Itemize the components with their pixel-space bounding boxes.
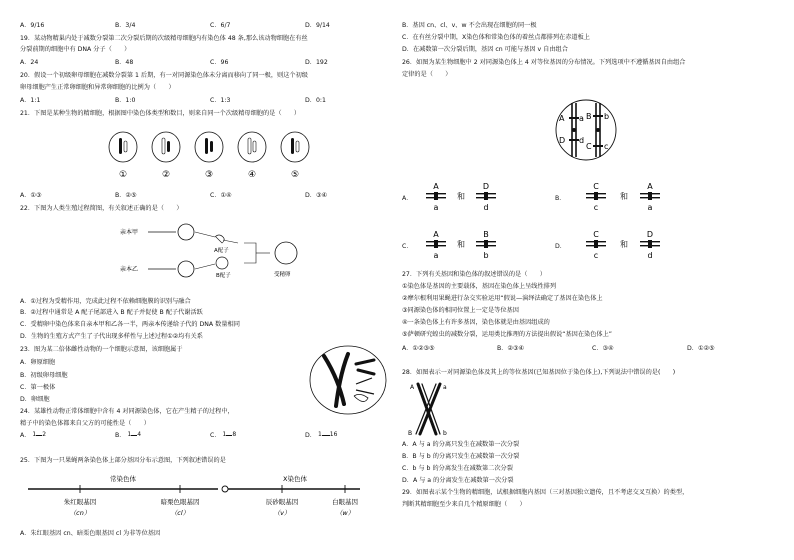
gamete-b-label: B配子	[216, 273, 231, 279]
upper: A	[433, 230, 439, 239]
sperm-cell-1	[109, 132, 137, 162]
q23-option-c[interactable]: C．第一极体	[20, 384, 56, 391]
q28-figure	[408, 380, 452, 438]
q26-option-a-figure[interactable]	[426, 180, 496, 216]
q20-text: 20．假设一个初级卵母细胞在减数分裂第 1 后期，有一对同源染色体未分离而移向了同一极，则这个初级	[20, 72, 308, 79]
lower: d	[483, 203, 489, 212]
q23-option-b[interactable]: B．初级卵母细胞	[20, 372, 68, 379]
gene-cl-name: 暗栗色眼基因	[160, 498, 200, 506]
q26-option-c-figure[interactable]	[426, 228, 496, 264]
q25-figure	[20, 472, 390, 526]
option-a[interactable]: A．①③	[20, 192, 42, 199]
q26-option-a-letter[interactable]: A．	[402, 195, 413, 202]
gene-c: c	[604, 142, 609, 151]
q27-item-2: ②摩尔根利用果蝇进行杂交实验运用“假说—演绎法确定了基因在染色体上	[402, 295, 603, 302]
q19-text: 19．某动物精巢内处于减数分裂第二次分裂后期的次级精母细胞内有染色体 48 条,那么该动物细胞在有丝	[20, 35, 308, 42]
option-d[interactable]: D．0:1	[305, 97, 326, 104]
numerator: 1	[317, 431, 322, 438]
gene-cn-name: 朱红眼基因	[63, 498, 97, 506]
upper: B	[483, 230, 489, 239]
upper: C	[593, 182, 599, 191]
numerator: 1	[127, 431, 132, 438]
lower: c	[593, 203, 599, 212]
q20-text-2: 卵母细胞产生正常卵细胞和异常卵细胞的比例为（ ）	[20, 84, 175, 91]
q29-text-2: 判断其精细胞至少来自几个精原细胞（ ）	[402, 501, 526, 508]
sperm-cell-3	[195, 132, 223, 162]
option-b[interactable]: B．48	[115, 59, 134, 66]
q26-option-c-letter[interactable]: C．	[402, 243, 413, 250]
q25-option-d[interactable]: D．在减数第一次分裂后期，基因 cn 可能与基因 v 自由组合	[402, 46, 568, 53]
option-d[interactable]: D．①②⑤	[687, 345, 715, 352]
q20-options	[20, 97, 400, 105]
option-c[interactable]: C．①④	[210, 192, 232, 199]
q24-text-2: 精子中的染色体都来自父方的可能性是（ ）	[20, 420, 150, 427]
label-2: ②	[161, 170, 171, 180]
lower: a	[647, 203, 653, 212]
q26-option-d-figure[interactable]	[586, 228, 666, 264]
q21-options	[20, 192, 400, 200]
q26-text: 26．如图为某生物细胞中 2 对同源染色体上 4 对等位基因的分布情况。下列选项中不遵循基因自由组合	[402, 59, 686, 66]
gene-a: a	[579, 114, 584, 123]
q22-option-c[interactable]: C．受精卵中染色体来自亲本甲和乙各一半，两亲本传递给子代的 DNA 数量相同	[20, 321, 240, 328]
q26-text-2: 定律的是（ ）	[402, 71, 452, 78]
sperm-cell-4	[238, 132, 266, 162]
sperm-icon	[215, 235, 224, 243]
denominator: 4	[137, 431, 142, 438]
option-a[interactable]: A．①②③⑤	[402, 345, 435, 352]
denominator: 2	[42, 431, 47, 438]
gene-v-name: 辰砂眼基因	[265, 498, 299, 506]
option-c[interactable]: C．6/7	[210, 22, 231, 29]
q23-option-a[interactable]: A．卵原细胞	[20, 359, 56, 366]
q28-option-c[interactable]: C．b 与 b 的分离发生在减数第二次分裂	[402, 465, 513, 472]
option-c[interactable]: C．③④	[592, 345, 614, 352]
q22-option-d[interactable]: D．生物的生殖方式产生了子代出现多样性与上述过程①②均有关系	[20, 333, 203, 340]
q19-options	[20, 59, 400, 67]
label-5: ⑤	[290, 170, 300, 180]
lower: a	[433, 251, 439, 260]
letter: C．	[210, 432, 221, 439]
q24-text: 24．某雄性动物正常体细胞中含有 4 对同源染色体，它在产生精子的过程中，	[20, 408, 234, 415]
letter: B．	[115, 432, 126, 439]
q23-text: 23．图为某二倍体雌性动物的一个细胞示意图，该细胞属于	[20, 346, 183, 353]
q26-option-b-letter[interactable]: B．	[555, 195, 566, 202]
q22-text: 22．下图为人类生殖过程简图，有关叙述正确的是（ ）	[20, 205, 183, 212]
letter: D．	[305, 432, 316, 439]
lower: c	[593, 251, 599, 260]
q22-option-b[interactable]: B．②过程中通常是 A 配子尾部进入 B 配子并促使 B 配子代谢活跃	[20, 309, 203, 316]
q23-option-d[interactable]: D．卵细胞	[20, 396, 50, 403]
gene-d: d	[579, 136, 585, 145]
q28-option-d[interactable]: D．A 与 a 的分离发生在减数第一次分裂	[402, 477, 514, 484]
upper: D	[482, 182, 490, 191]
mother-label: 亲本乙	[120, 266, 139, 273]
autosome-label: 常染色体	[110, 475, 136, 483]
option-d[interactable]: D．192	[305, 59, 328, 66]
q27-item-5: ⑤萨顿研究蝗虫的减数分裂，运用类比推理的方法提出假说“基因在染色体上”	[402, 331, 612, 338]
gene-D: D	[559, 136, 566, 145]
q29-text: 29．如图表示某个生物的精细胞，试根据细胞内基因（三对基因独立遗传，且不考虑交叉互换）的类型，	[402, 489, 689, 496]
q27-item-3: ③同源染色体的相同位置上一定是等位基因	[402, 307, 519, 314]
x-chromosome-label: X染色体	[283, 475, 307, 483]
gene-b: b	[443, 430, 447, 437]
option-d[interactable]	[305, 432, 400, 440]
option-a[interactable]: A．9/16	[20, 22, 45, 29]
option-b[interactable]: B．1:0	[115, 97, 136, 104]
option-a[interactable]	[20, 432, 115, 440]
and: 和	[457, 240, 465, 249]
q24-options	[20, 432, 400, 440]
q22-figure	[120, 219, 320, 295]
upper: A	[647, 182, 653, 191]
q27-item-4: ④一条染色体上有许多基因，染色体就是由基因组成的	[402, 319, 550, 326]
lower: a	[433, 203, 439, 212]
label-3: ③	[204, 170, 214, 180]
gene-w-name: 白眼基因	[332, 498, 358, 506]
gene-B: B	[408, 430, 413, 437]
lower: b	[483, 251, 489, 260]
q26-option-d-letter[interactable]: D．	[555, 243, 566, 250]
label-4: ④	[247, 170, 257, 180]
sperm-cell-5	[281, 132, 309, 162]
upper: A	[433, 182, 439, 191]
letter: A．	[20, 432, 31, 439]
gene-A: A	[410, 384, 415, 391]
option-b[interactable]: B．②⑤	[115, 192, 137, 199]
option-c[interactable]: C．96	[210, 59, 229, 66]
gene-C: C	[586, 142, 592, 151]
option-b[interactable]	[115, 432, 210, 440]
numerator: 1	[32, 431, 37, 438]
q27-options	[402, 345, 782, 353]
gene-B: B	[586, 112, 592, 121]
and: 和	[620, 192, 628, 201]
gene-b: b	[604, 112, 610, 121]
q26-cell-figure	[550, 97, 624, 163]
option-a[interactable]: A．24	[20, 59, 39, 66]
upper: D	[646, 230, 654, 239]
q28-option-b[interactable]: B．B 与 b 的分离只发生在减数第一次分裂	[402, 453, 520, 460]
gene-v-symbol: （v）	[273, 509, 291, 517]
q25-option-b[interactable]: B．基因 cn、cl、v、w 不会出现在细胞的同一极	[402, 22, 537, 29]
option-c[interactable]: C．1:3	[210, 97, 231, 104]
upper: C	[593, 230, 599, 239]
option-b[interactable]: B．3/4	[115, 22, 136, 29]
denominator: 16	[329, 431, 338, 438]
gamete-a-label: A配子	[214, 248, 229, 254]
option-b[interactable]: B．②③④	[497, 345, 525, 352]
zygote-label: 受精卵	[274, 272, 291, 278]
gene-a: a	[443, 384, 447, 391]
option-a[interactable]: A．1:1	[20, 97, 41, 104]
and: 和	[620, 240, 628, 249]
gene-A: A	[559, 114, 565, 123]
q21-text: 21．下图是某种生物的精细胞，根据图中染色体类型和数目，则来自同一个次级精母细胞的是（ ）	[20, 110, 301, 117]
denominator: 8	[232, 431, 237, 438]
q23-figure	[308, 344, 390, 416]
sperm-cell-2	[152, 132, 180, 162]
q22-option-a[interactable]: A．①过程为受精作用，完成此过程不依赖细胞膜的识别与融合	[20, 298, 191, 305]
gene-w-symbol: （w）	[335, 509, 355, 517]
gene-cl-symbol: （cl）	[170, 509, 190, 517]
q18-options	[20, 22, 400, 30]
q27-item-1: ①染色体是基因的主要载体，基因在染色体上呈线性排列	[402, 283, 557, 290]
q25-text: 25．下图为一只果蝇两条染色体上部分基因分布示意图，下列叙述错误的是	[20, 457, 226, 464]
q21-figure	[108, 129, 338, 181]
q28-text: 28．如图表示一对同源染色体及其上的等位基因(已知基因位于染色体上),下列说法中错误的是( )	[402, 369, 676, 376]
and: 和	[457, 192, 465, 201]
father-label: 亲本甲	[120, 229, 139, 236]
q25-option-a[interactable]: A．朱红眼基因 cn、暗栗色眼基因 cl 为非等位基因	[20, 530, 161, 537]
option-d[interactable]: D．③④	[305, 192, 328, 199]
option-c[interactable]	[210, 432, 305, 440]
lower: d	[647, 251, 653, 260]
gene-cn-symbol: （cn）	[69, 509, 91, 517]
label-1: ①	[118, 170, 128, 180]
numerator: 1	[222, 431, 227, 438]
q19-text-2: 分裂前期的细胞中有 DNA 分子（ ）	[20, 46, 131, 53]
q26-option-b-figure[interactable]	[586, 180, 666, 216]
option-d[interactable]: D．9/14	[305, 22, 330, 29]
q27-text: 27．下列有关基因和染色体的叙述错误的是（ ）	[402, 271, 546, 278]
q25-option-c[interactable]: C．在有丝分裂中期，X染色体和常染色体的着丝点都排列在赤道板上	[402, 34, 590, 41]
q28-option-a[interactable]: A．A 与 a 的分离只发生在减数第一次分裂	[402, 441, 520, 448]
